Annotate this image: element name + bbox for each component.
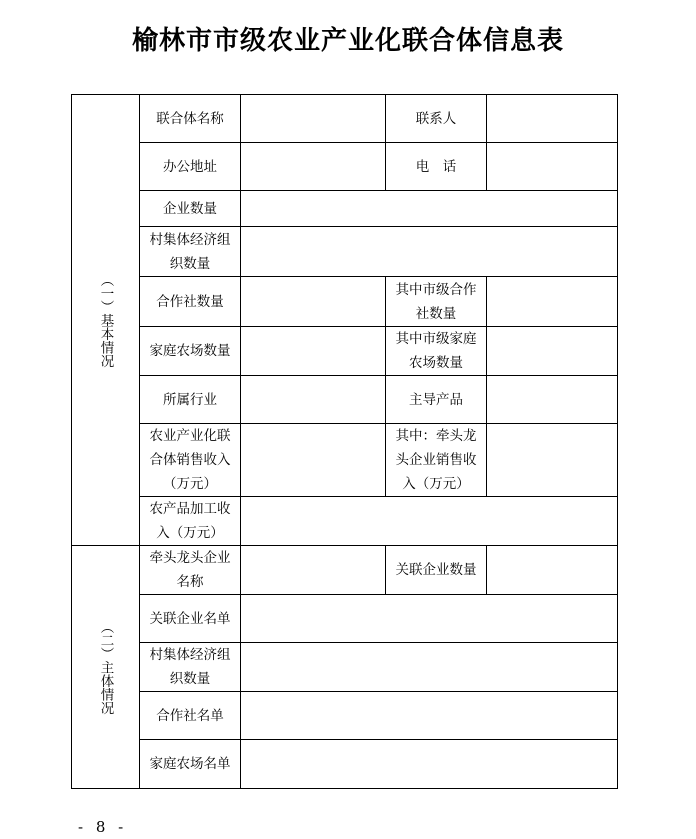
field-city-family-farm-count[interactable] — [487, 327, 618, 376]
label-city-coop-count: 其中市级合作社数量 — [386, 277, 487, 327]
label-main-product: 主导产品 — [386, 376, 487, 424]
section-entity-text: 主体情况 — [97, 660, 114, 715]
label-village-collective-count: 村集体经济组织数量 — [140, 227, 241, 277]
field-village-collective-count[interactable] — [241, 227, 618, 277]
field-leader-name[interactable] — [241, 546, 386, 595]
section-entity-number: （二） — [97, 619, 114, 661]
label-family-farm-count: 家庭农场数量 — [140, 327, 241, 376]
field-village-collective-list[interactable] — [241, 643, 618, 692]
page-number: - 8 - — [78, 818, 128, 836]
section-entity-label — [72, 546, 140, 789]
label-leader-sales-income: 其中：牵头龙头企业销售收入（万元） — [386, 424, 487, 497]
field-coop-list[interactable] — [241, 692, 618, 740]
label-sales-income: 农业产业化联合体销售收入（万元） — [140, 424, 241, 497]
label-coop-count: 合作社数量 — [140, 277, 241, 327]
field-processing-income[interactable] — [241, 497, 618, 546]
field-industry[interactable] — [241, 376, 386, 424]
label-contact: 联系人 — [386, 95, 487, 143]
section-basic-number: （一） — [97, 272, 114, 314]
section-basic-label — [72, 95, 140, 546]
label-family-farm-list: 家庭农场名单 — [140, 740, 241, 789]
field-leader-sales-income[interactable] — [487, 424, 618, 497]
label-industry: 所属行业 — [140, 376, 241, 424]
field-family-farm-count[interactable] — [241, 327, 386, 376]
field-sales-income[interactable] — [241, 424, 386, 497]
label-city-family-farm-count: 其中市级家庭农场数量 — [386, 327, 487, 376]
label-enterprise-count: 企业数量 — [140, 191, 241, 227]
info-form-table — [71, 94, 618, 789]
label-phone: 电 话 — [386, 143, 487, 191]
label-office-address: 办公地址 — [140, 143, 241, 191]
form-title: 榆林市市级农业产业化联合体信息表 — [131, 26, 564, 56]
field-contact[interactable] — [487, 95, 618, 143]
field-phone[interactable] — [487, 143, 618, 191]
field-city-coop-count[interactable] — [487, 277, 618, 327]
field-enterprise-count[interactable] — [241, 191, 618, 227]
label-lianhe-name: 联合体名称 — [140, 95, 241, 143]
label-coop-list: 合作社名单 — [140, 692, 241, 740]
section-basic-text: 基本情况 — [97, 313, 114, 368]
field-family-farm-list[interactable] — [241, 740, 618, 789]
field-main-product[interactable] — [487, 376, 618, 424]
label-processing-income: 农产品加工收入（万元） — [140, 497, 241, 546]
label-village-collective-list: 村集体经济组织数量 — [140, 643, 241, 692]
label-related-list: 关联企业名单 — [140, 595, 241, 643]
field-coop-count[interactable] — [241, 277, 386, 327]
field-office-address[interactable] — [241, 143, 386, 191]
field-lianhe-name[interactable] — [241, 95, 386, 143]
field-related-count[interactable] — [487, 546, 618, 595]
label-related-count: 关联企业数量 — [386, 546, 487, 595]
label-leader-name: 牵头龙头企业名称 — [140, 546, 241, 595]
field-related-list[interactable] — [241, 595, 618, 643]
